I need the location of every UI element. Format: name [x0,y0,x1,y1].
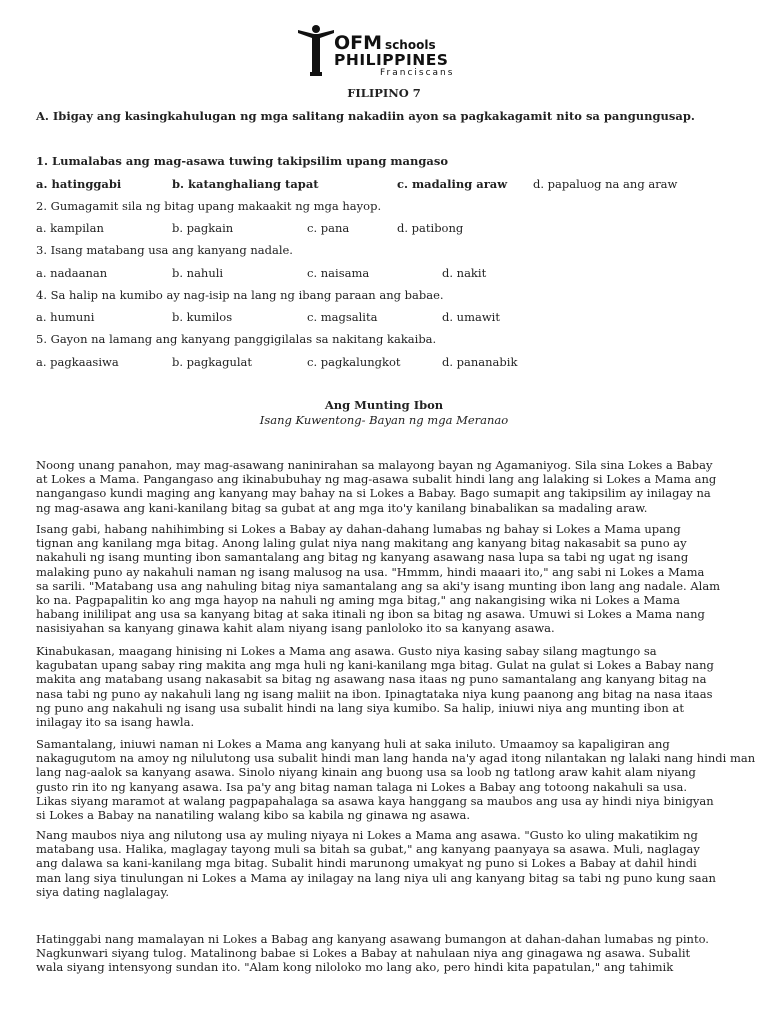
q4-option-b: b. kumilos [172,310,233,324]
q4-option-c: c. magsalita [307,310,378,324]
story-line: Likas siyang maramot at walang pagpapahalaga sa asawa kaya hanggang sa maubos ang usa ay hindi niya binigyan [36,793,714,808]
story-line: nakahuli ng isang munting ibon samantalang ang bitag ng kanyang asawang nasa lupa sa tabi ng ugat ng isang [36,550,689,565]
story-line: sa sarili. "Matabang usa ang nahuling bitag niya samantalang ang sa aki'y isang munting ibon lang ang nadale. Alam [36,578,721,593]
story-line: nasisiyahan sa kanyang ginawa kahit alam niyang isang panloloko ito sa kanyang asawa. [36,621,555,636]
story-subtitle: Isang Kuwentong- Bayan ng mga Meranao [259,413,509,427]
ofm-logo [296,22,476,78]
story-line: Nang maubos niya ang nilutong usa ay muling niyaya ni Lokes a Mama ang asawa. "Gusto ko uling makatikim ng [36,828,698,842]
story-line: siya dating naglalagay. [36,884,170,899]
question-5: 5. Gayon na lamang ang kanyang panggigilalas sa nakitang kakaiba. [36,332,437,346]
story-paragraph-5 [36,828,740,899]
logo-line1: OFM schools [334,32,436,54]
story-paragraph-6 [36,932,740,975]
story-line: ang dalawa sa kani-kanilang mga bitag. Subalit hindi marunong umakyat ng puno si Lokes a Babay at dahil hindi [36,856,697,871]
instruction: A. Ibigay ang kasingkahulugan ng mga salitang nakadiin ayon sa pagkakagamit nito sa pangungusap. [36,109,695,123]
q1-option-a: a. hatinggabi [36,177,122,191]
q4-option-a: a. humuni [36,310,95,324]
story-line: kagubatan upang sabay ring makita ang mga huli ng kani-kanilang mga bitag. Gulat na gulat si Lokes a Babay nang [36,658,714,673]
question-1: 1. Lumalabas ang mag-asawa tuwing takipsilim upang mangaso [36,154,449,168]
logo-line2: PHILIPPINES [334,51,449,69]
story-line: tignan ang kanilang mga bitag. Anong laling gulat niya nang makitang ang kanyang bitag nakasabit sa puno ay [36,536,687,551]
story-title: Ang Munting Ibon [324,398,444,412]
q1-option-d: d. papaluog na ang araw [533,177,678,191]
story-line: Noong unang panahon, may mag-asawang naninirahan sa malayong bayan ng Agamaniyog. Sila sina Lokes a Babay [36,458,713,472]
story-line: lang nag-aalok sa kanyang asawa. Sinolo niyang kinain ang buong usa sa loob ng tatlong araw kahit alam niyang [36,765,696,780]
story-line: Nagkunwari siyang tulog. Matalinong babae si Lokes a Babay at nahulaan niya ang ginagawa ng asawa. Subalit [36,946,691,961]
story-line: ko na. Pagpapalitin ko ang mga hayop na nahuli ng aming mga bitag," ang nakangising wika ni Lokes a Mama [36,593,680,608]
story-paragraph-4 [36,737,756,823]
story-paragraph-2 [36,522,740,636]
q3-option-d: d. nakit [442,266,487,280]
q5-option-a: a. pagkaasiwa [36,355,119,369]
story-line: nasa tabi ng puno ay nakahuli lang ng isang maliit na ibon. Ipinagtataka niya kung paanong ang bitag na nasa itaas [36,686,713,701]
story-line: nangangaso kundi maging ang kanyang may bahay na si Lokes a Babay. Bago sumapit ang takipsilim ay inilagay na [36,486,711,501]
story-line: Samantalang, iniuwi naman ni Lokes a Mama ang kanyang huli at saka iniluto. Umaamoy sa kapaligiran ang [36,737,670,751]
q5-option-b: b. pagkagulat [172,355,253,369]
question-4: 4. Sa halip na kumibo ay nag-isip na lang ng ibang paraan ang babae. [36,288,444,302]
q5-option-d: d. pananabik [442,355,518,369]
q3-option-b: b. nahuli [172,266,224,280]
story-line: malaking puno ay nakahuli naman ng isang malusog na usa. "Hmmm, hindi maaari ito," ang sabi ni Lokes a Mama [36,564,705,579]
story-line: makita ang matabang usang nakasabit sa bitag ng asawang nasa itaas ng puno samantalang ang kanyang bitag na [36,672,707,687]
story-line: wala siyang intensyong sundan ito. "Alam kong niloloko mo lang ako, pero hindi kita papatulan," ang tahimik [36,960,674,975]
q3-option-c: c. naisama [307,266,370,280]
story-line: gusto rin ito ng kanyang asawa. Isa pa'y ang bitag naman talaga ni Lokes a Babay ang totoong nakahuli sa usa. [36,779,687,794]
q2-option-c: c. pana [307,221,350,235]
q1-option-b: b. katanghaliang tapat [172,177,319,191]
story-line: Isang gabi, habang nahihimbing si Lokes a Babay ay dahan-dahang lumabas ng bahay si Lokes a Mama upang [36,522,681,536]
q1-option-c: c. madaling araw [397,177,508,191]
q2-option-a: a. kampilan [36,221,104,235]
q3-option-a: a. nadaanan [36,266,108,280]
story-paragraph-1 [36,458,740,515]
q2-option-b: b. pagkain [172,221,234,235]
story-line: ng mag-asawa ang kani-kanilang bitag sa gubat at ang mga ito'y kanilang binabalikan sa madaling araw. [36,500,648,515]
story-line: ng puno ang nakahuli ng isang usa subalit hindi na lang siya kumibo. Sa halip, iniuwi niya ang munting ibon at [36,700,684,715]
story-line: inilagay ito sa isang hawla. [36,715,195,730]
question-2: 2. Gumagamit sila ng bitag upang makaakit ng mga hayop. [36,199,382,213]
page-title: FILIPINO 7 [347,86,421,100]
story-line: si Lokes a Babay na nanatiling walang kibo sa kabila ng ginawa ng asawa. [36,808,471,823]
story-paragraph-3 [36,644,740,729]
story-line: matabang usa. Halika, maglagay tayong muli sa bitah sa gubat," ang kanyang paanyaya sa asawa. Muli, naglagay [36,842,700,857]
story-line: Kinabukasan, maagang hinising ni Lokes a Mama ang asawa. Gusto niya kasing sabay silang magtungo sa [36,644,657,658]
story-line: at Lokes a Mama. Pangangaso ang ikinabubuhay ng mag-asawa subalit hindi lang ang lalaking si Lokes a Mama ang [36,472,717,487]
story-line: nakagugutom na amoy ng nilulutong usa subalit hindi man lang handa na'y agad itong nilantakan ng lalaki nang hindi man [36,751,756,766]
story-line: man lang siya tinulungan ni Lokes a Mama ay inilagay na lang niya uli ang kanyang bitag sa tabi ng puno kung saan [36,870,716,885]
question-3: 3. Isang matabang usa ang kanyang nadale. [36,243,293,257]
franciscan-cross-icon [296,22,336,78]
story-line: habang inililipat ang usa sa kanyang bitag at saka itinali ng ibon sa bitag ng asawa. Umuwi si Lokes a Mama nang [36,607,705,622]
q2-option-d: d. patibong [397,221,464,235]
logo-line3: Franciscans [380,68,455,78]
q4-option-d: d. umawit [442,310,500,324]
story-line: Hatinggabi nang mamalayan ni Lokes a Babag ang kanyang asawang bumangon at dahan-dahan lumabas ng pinto. [36,932,709,946]
q5-option-c: c. pagkalungkot [307,355,401,369]
